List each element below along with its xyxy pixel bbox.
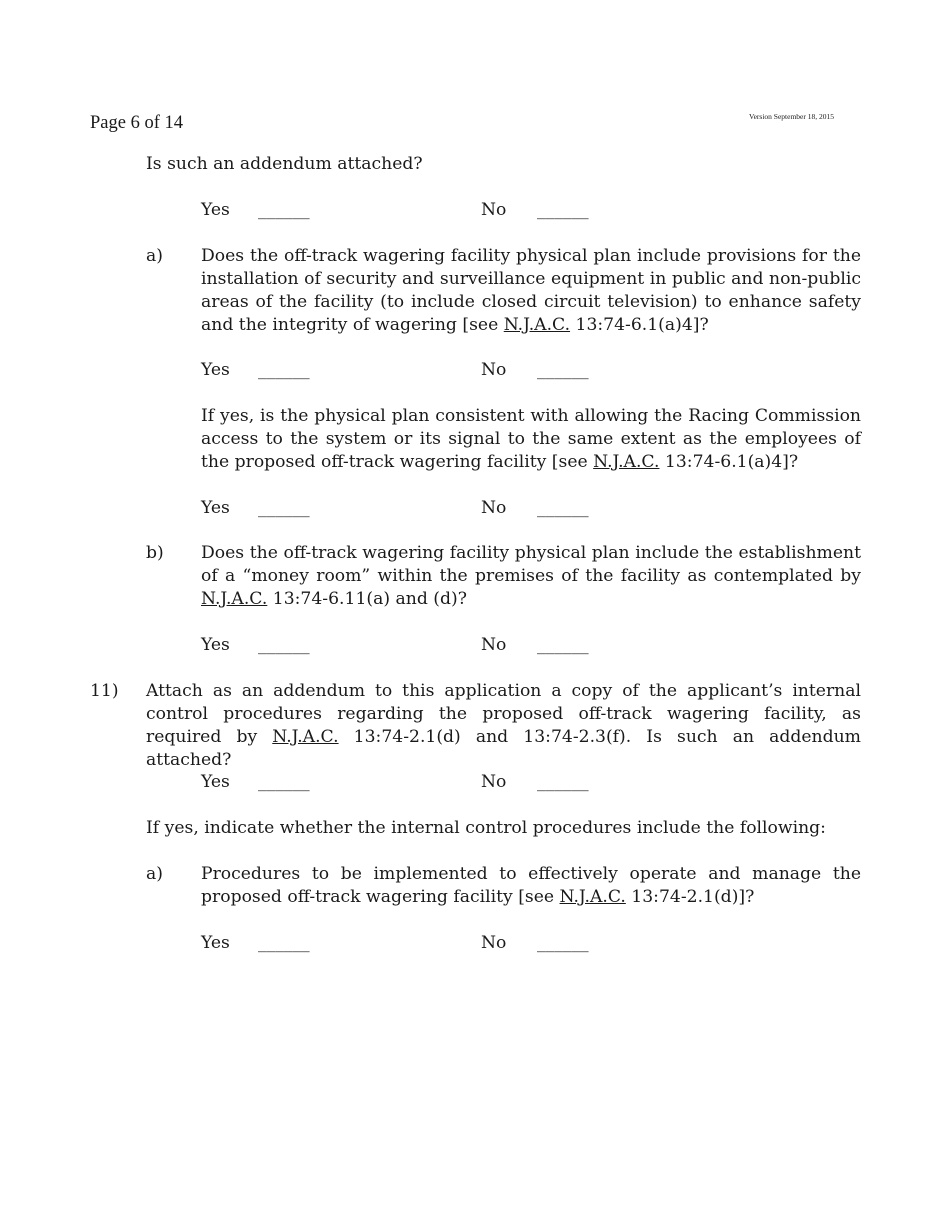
yes-label: Yes bbox=[201, 200, 230, 220]
no-label: No bbox=[481, 933, 507, 953]
item-a-text-start: Does the off-track wagering facility physical plan include provisions for the installation of security and surveillance equipment in public and non-public areas of the facility (to include closed circuit television) to enhance safety and the integrity of wagering [see bbox=[201, 246, 861, 335]
njac-citation: N.J.A.C. bbox=[593, 452, 660, 472]
no-label: No bbox=[481, 360, 507, 380]
version-date: Version September 18, 2015 bbox=[749, 112, 834, 121]
answer-row-6 bbox=[201, 932, 601, 955]
no-label: No bbox=[481, 498, 507, 518]
answer-row-5 bbox=[201, 771, 601, 794]
item-b-marker: b) bbox=[146, 543, 164, 563]
no-label: No bbox=[481, 772, 507, 792]
q11-a-marker: a) bbox=[146, 864, 163, 884]
q11-text-start: Attach as an addendum to this application a copy of the applicant’s internal control procedures regarding the proposed off-track wagering facility, as required by bbox=[146, 681, 861, 747]
q11-a-text bbox=[201, 863, 861, 909]
q11-followup: If yes, indicate whether the internal control procedures include the following: bbox=[146, 818, 826, 838]
item-b-text-end: 13:74-6.11(a) and (d)? bbox=[267, 589, 467, 609]
njac-citation: N.J.A.C. bbox=[559, 887, 626, 907]
yes-blank[interactable]: ______ bbox=[258, 635, 310, 655]
item-a-text-end: 13:74-6.1(a)4]? bbox=[570, 315, 709, 335]
followup-text-start: If yes, is the physical plan consistent with allowing the Racing Commission access to the system or its signal to the same extent as the employees of the proposed off-track wagering facility [see bbox=[201, 406, 861, 472]
yes-label: Yes bbox=[201, 360, 230, 380]
q11-a-text-start: Procedures to be implemented to effectively operate and manage the proposed off-track wagering facility [see bbox=[201, 864, 861, 907]
yes-label: Yes bbox=[201, 772, 230, 792]
no-label: No bbox=[481, 635, 507, 655]
item-b-text-start: Does the off-track wagering facility physical plan include the establishment of a “money room” within the premises of the facility as contemplated by bbox=[201, 543, 861, 586]
item-a-marker: a) bbox=[146, 246, 163, 266]
njac-citation: N.J.A.C. bbox=[201, 589, 268, 609]
item-a-followup bbox=[201, 405, 861, 474]
intro-question: Is such an addendum attached? bbox=[146, 154, 423, 174]
yes-label: Yes bbox=[201, 635, 230, 655]
item-b-text bbox=[201, 542, 861, 611]
followup-text-end: 13:74-6.1(a)4]? bbox=[659, 452, 799, 472]
yes-label: Yes bbox=[201, 933, 230, 953]
no-blank[interactable]: ______ bbox=[537, 635, 589, 655]
njac-citation: N.J.A.C. bbox=[503, 315, 571, 335]
yes-blank[interactable]: ______ bbox=[258, 498, 310, 518]
yes-blank[interactable]: ______ bbox=[258, 772, 310, 792]
yes-blank[interactable]: ______ bbox=[258, 933, 310, 953]
answer-row-3 bbox=[201, 497, 601, 520]
answer-row-4 bbox=[201, 634, 601, 657]
no-blank[interactable]: ______ bbox=[537, 498, 589, 518]
njac-citation: N.J.A.C. bbox=[272, 727, 339, 747]
yes-label: Yes bbox=[201, 498, 230, 518]
q11-a-text-end: 13:74-2.1(d)]? bbox=[625, 887, 755, 907]
yes-blank[interactable]: ______ bbox=[258, 200, 310, 220]
no-blank[interactable]: ______ bbox=[537, 933, 589, 953]
q11-text-end: 13:74-2.1(d) and 13:74-2.3(f). Is such an addendum attached? bbox=[146, 727, 861, 770]
page-number: Page 6 of 14 bbox=[90, 113, 183, 133]
q11-marker: 11) bbox=[90, 681, 119, 701]
answer-row-2 bbox=[201, 359, 601, 382]
no-blank[interactable]: ______ bbox=[537, 772, 589, 792]
no-blank[interactable]: ______ bbox=[537, 200, 589, 220]
q11-text bbox=[146, 680, 861, 772]
item-a-text bbox=[201, 245, 861, 337]
yes-blank[interactable]: ______ bbox=[258, 360, 310, 380]
answer-row-1 bbox=[201, 199, 601, 222]
no-label: No bbox=[481, 200, 507, 220]
no-blank[interactable]: ______ bbox=[537, 360, 589, 380]
